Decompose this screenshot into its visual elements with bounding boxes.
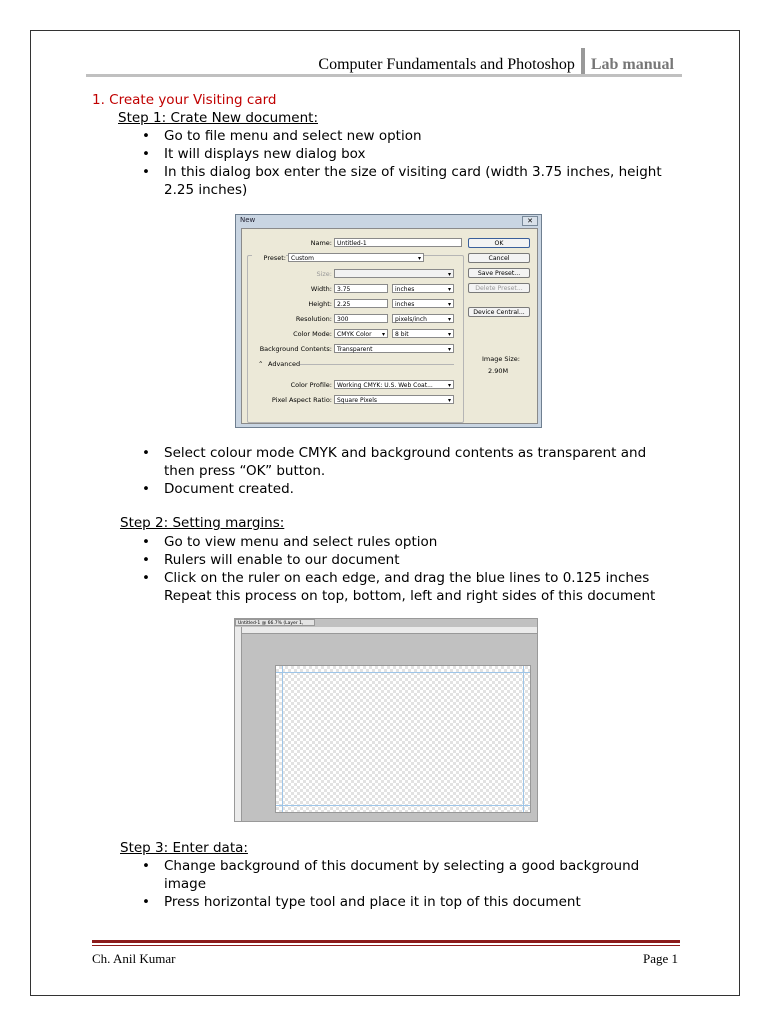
- resolution-label: Resolution:: [295, 315, 332, 323]
- advanced-divider: [300, 364, 454, 365]
- image-size-label: Image Size:: [482, 355, 520, 363]
- document-tab: Untitled-1 @ 66.7% (Layer 1,: [235, 619, 315, 626]
- dialog-title: New: [240, 216, 256, 224]
- preset-select[interactable]: Custom ▾: [288, 253, 424, 262]
- footer-rule-thin: [92, 945, 680, 946]
- new-document-dialog: [235, 214, 542, 428]
- name-label: Name:: [310, 239, 332, 247]
- name-input[interactable]: Untitled-1: [334, 238, 462, 247]
- guide-line: [282, 666, 283, 812]
- after-dialog-list: [138, 444, 668, 498]
- bit-depth-select[interactable]: 8 bit ▾: [392, 329, 454, 338]
- step3-title: Step 3: Enter data:: [120, 840, 248, 856]
- guide-line: [276, 672, 530, 673]
- close-icon[interactable]: ✕: [522, 216, 538, 226]
- color-mode-label: Color Mode:: [293, 330, 332, 338]
- chevron-up-icon[interactable]: ⌃: [258, 360, 264, 368]
- advanced-toggle[interactable]: Advanced: [268, 360, 301, 368]
- list-item: • Go to view menu and select rules option: [138, 533, 678, 551]
- vertical-ruler: [235, 627, 242, 821]
- page-number: Page 1: [642, 951, 678, 966]
- width-input[interactable]: 3.75: [334, 284, 388, 293]
- height-input[interactable]: 2.25: [334, 299, 388, 308]
- step2-title: Step 2: Setting margins:: [120, 515, 285, 531]
- footer-rule: [92, 940, 680, 943]
- list-item: • Click on the ruler on each edge, and drag the blue lines to 0.125 inches: [138, 569, 678, 587]
- document-canvas: [275, 665, 531, 813]
- pixel-aspect-label: Pixel Aspect Ratio:: [271, 396, 332, 404]
- list-item: • It will displays new dialog box: [138, 145, 678, 163]
- color-profile-label: Color Profile:: [290, 381, 332, 389]
- resolution-unit-select[interactable]: pixels/inch ▾: [392, 314, 454, 323]
- step1-title: Step 1: Crate New document:: [118, 110, 318, 126]
- list-item: • In this dialog box enter the size of visiting card (width 3.75 inches, height 2.25 inches): [138, 163, 678, 199]
- image-size-value: 2.90M: [488, 367, 509, 375]
- guide-line: [523, 666, 524, 812]
- ok-button[interactable]: OK: [468, 238, 530, 248]
- list-item: • Press horizontal type tool and place it in top of this document: [138, 893, 648, 911]
- header-title: Computer Fundamentals and Photoshop: [318, 56, 575, 73]
- save-preset-button[interactable]: Save Preset...: [468, 268, 530, 278]
- height-label: Height:: [308, 300, 332, 308]
- color-profile-select[interactable]: Working CMYK: U.S. Web Coat... ▾: [334, 380, 454, 389]
- preset-label: Preset:: [252, 254, 286, 262]
- step2-list: [138, 533, 678, 587]
- list-item: • Rulers will enable to our document: [138, 551, 678, 569]
- delete-preset-button[interactable]: Delete Preset...: [468, 283, 530, 293]
- step1-list: [138, 127, 678, 199]
- section-heading: 1. Create your Visiting card: [92, 92, 277, 108]
- header-separator: [581, 48, 585, 74]
- size-select: [334, 269, 454, 278]
- background-label: Background Contents:: [259, 345, 332, 353]
- horizontal-ruler: [235, 627, 537, 634]
- width-unit-select[interactable]: inches ▾: [392, 284, 454, 293]
- color-mode-select[interactable]: CMYK Color ▾: [334, 329, 388, 338]
- dialog-body: [241, 228, 538, 424]
- list-item: • Select colour mode CMYK and background contents as transparent and then press “OK” button.: [138, 444, 668, 480]
- guide-line: [276, 805, 530, 806]
- size-label: Size:: [316, 270, 332, 278]
- footer-author: Ch. Anil Kumar: [92, 951, 176, 966]
- list-item: • Document created.: [138, 480, 668, 498]
- list-item: • Change background of this document by selecting a good background image: [138, 857, 648, 893]
- canvas-screenshot: [234, 618, 538, 822]
- header-rule: [86, 74, 682, 77]
- device-central-button[interactable]: Device Central...: [468, 307, 530, 317]
- cancel-button[interactable]: Cancel: [468, 253, 530, 263]
- list-item: • Go to file menu and select new option: [138, 127, 678, 145]
- height-unit-select[interactable]: inches ▾: [392, 299, 454, 308]
- step3-list: [138, 857, 648, 911]
- step2-continuation: Repeat this process on top, bottom, left and right sides of this document: [164, 588, 656, 604]
- background-select[interactable]: Transparent ▾: [334, 344, 454, 353]
- header-label: Lab manual: [590, 56, 674, 73]
- resolution-input[interactable]: 300: [334, 314, 388, 323]
- pixel-aspect-select[interactable]: Square Pixels ▾: [334, 395, 454, 404]
- width-label: Width:: [310, 285, 332, 293]
- page-header: [318, 48, 674, 74]
